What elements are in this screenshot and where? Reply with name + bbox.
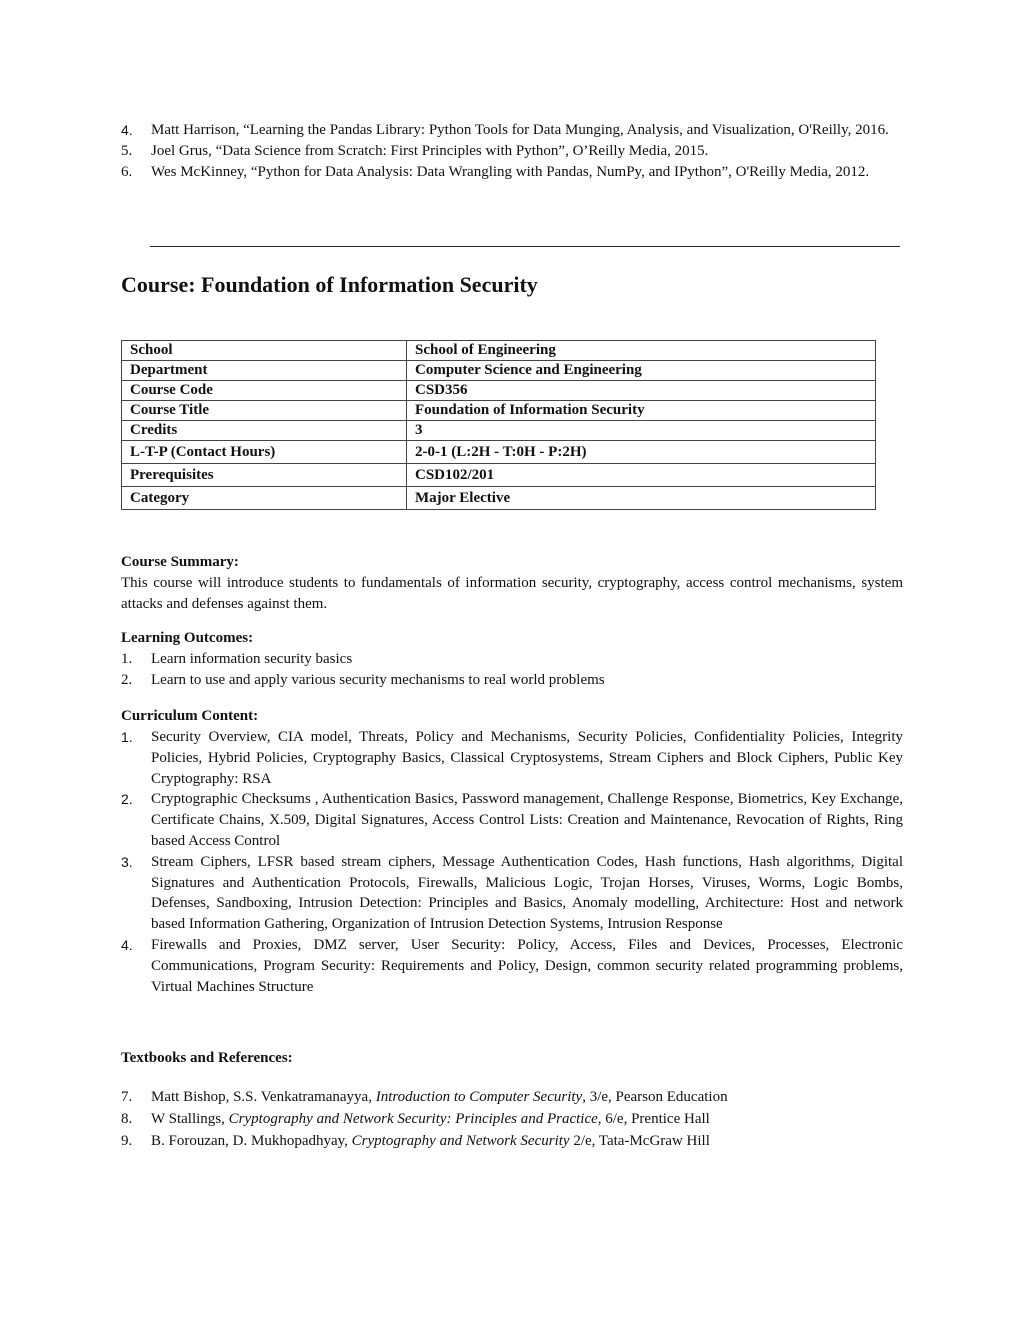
section-heading: Course Summary: [121, 554, 239, 570]
summary-text: This course will introduce students to fundamentals of information security, cryptography, access control mechanisms, system attacks and defenses against them. [121, 575, 903, 612]
list-number: 1. [121, 651, 133, 667]
reference-text: Matt Harrison, “Learning the Pandas Library: Python Tools for Data Munging, Analysis, and Visualization, O'Reilly, 2016. [151, 122, 889, 138]
list-number: 3. [121, 853, 133, 870]
list-item [121, 649, 903, 670]
list-item [121, 120, 903, 141]
horizontal-divider [150, 246, 900, 247]
table-key-cell: Category [122, 487, 407, 510]
list-item [121, 1108, 903, 1130]
previous-references-list [121, 120, 903, 183]
table-row [122, 487, 876, 510]
list-number: 4. [121, 122, 133, 138]
list-item [121, 852, 903, 935]
reference-authors: Matt Bishop, S.S. Venkatramanayya, [151, 1089, 376, 1105]
table-row [122, 401, 876, 421]
list-item [121, 1086, 903, 1108]
section-heading: Learning Outcomes: [121, 630, 254, 646]
list-item [121, 727, 903, 789]
table-value-cell: School of Engineering [407, 341, 876, 361]
table-key-cell: Course Title [122, 401, 407, 421]
list-item [121, 670, 903, 691]
list-number: 2. [121, 791, 133, 808]
table-key-cell: Prerequisites [122, 464, 407, 487]
reference-edition: 2/e, Tata-McGraw Hill [569, 1133, 710, 1149]
table-row [122, 381, 876, 401]
table-key-cell: Credits [122, 421, 407, 441]
table-value-cell: 3 [407, 421, 876, 441]
list-item [121, 935, 903, 997]
list-item [121, 141, 903, 162]
section-heading: Textbooks and References: [121, 1050, 293, 1066]
table-row [122, 361, 876, 381]
course-info-table [121, 340, 876, 510]
reference-edition: , 6/e, Prentice Hall [597, 1111, 710, 1127]
list-number: 4. [121, 936, 133, 953]
table-value-cell: 2-0-1 (L:2H - T:0H - P:2H) [407, 441, 876, 464]
reference-title: Cryptography and Network Security: Principles and Practice [228, 1111, 598, 1127]
reference-authors: W Stallings, [151, 1111, 229, 1127]
table-row [122, 341, 876, 361]
list-item [121, 789, 903, 851]
table-row [122, 464, 876, 487]
list-number: 6. [121, 164, 133, 180]
reference-text: Joel Grus, “Data Science from Scratch: First Principles with Python”, O’Reilly Media, 2015. [151, 143, 709, 159]
table-value-cell: CSD356 [407, 381, 876, 401]
table-value-cell: CSD102/201 [407, 464, 876, 487]
table-value-cell: Major Elective [407, 487, 876, 510]
table-key-cell: Department [122, 361, 407, 381]
curriculum-text: Stream Ciphers, LFSR based stream ciphers, Message Authentication Codes, Hash functions, Hash algorithms, Digital Signatures and Authentication Protocols, Firewalls, Malicious Logic, Trojan Horses, Viruses, Worms, Logic Bombs, Defenses, Sandboxing, Intrusion Detection: Principles and Basics, Anomaly modelling, Architecture: Host and network based Information Gathering, Organization of Intrusion Detection Systems, Intrusion Response [151, 853, 903, 933]
list-number: 2. [121, 672, 133, 688]
table-row [122, 441, 876, 464]
course-summary-section [121, 552, 903, 615]
outcome-text: Learn information security basics [151, 651, 353, 667]
table-value-cell: Computer Science and Engineering [407, 361, 876, 381]
textbooks-section [121, 1048, 903, 1152]
curriculum-text: Firewalls and Proxies, DMZ server, User Security: Policy, Access, Files and Devices, Processes, Electronic Communications, Program Security: Requirements and Policy, Design, common security related programming problems, Virtual Machines Structure [151, 936, 903, 995]
list-number: 5. [121, 143, 133, 159]
table-row [122, 421, 876, 441]
curriculum-text: Cryptographic Checksums , Authentication Basics, Password management, Challenge Response, Biometrics, Key Exchange, Certificate Chains, X.509, Digital Signatures, Access Control Lists: Creation and Maintenance, Revocation of Rights, Ring based Access Control [151, 791, 903, 849]
reference-title: Introduction to Computer Security [375, 1089, 583, 1105]
list-item [121, 1130, 903, 1152]
list-number: 8. [121, 1111, 133, 1127]
reference-text: Wes McKinney, “Python for Data Analysis: Data Wrangling with Pandas, NumPy, and IPython”, O'Reilly Media, 2012. [151, 164, 870, 180]
learning-outcomes-section [121, 628, 903, 691]
list-number: 7. [121, 1089, 133, 1105]
reference-edition: , 3/e, Pearson Education [582, 1089, 728, 1105]
list-number: 1. [121, 729, 133, 745]
table-key-cell: L-T-P (Contact Hours) [122, 441, 407, 464]
list-number: 9. [121, 1133, 133, 1149]
table-key-cell: School [122, 341, 407, 361]
course-title-heading: Course: Foundation of Information Security [121, 272, 538, 297]
curriculum-content-section [121, 706, 903, 997]
table-key-cell: Course Code [122, 381, 407, 401]
table-value-cell: Foundation of Information Security [407, 401, 876, 421]
outcome-text: Learn to use and apply various security mechanisms to real world problems [151, 672, 605, 688]
reference-authors: B. Forouzan, D. Mukhopadhyay, [151, 1133, 352, 1149]
reference-title: Cryptography and Network Security [351, 1133, 570, 1149]
curriculum-text: Security Overview, CIA model, Threats, Policy and Mechanisms, Security Policies, Confidentiality Policies, Integrity Policies, Hybrid Policies, Cryptography Basics, Classical Cryptosystems, Stream Ciphers and Block Ciphers, Public Key Cryptography: RSA [151, 729, 903, 787]
list-item [121, 162, 903, 183]
section-heading: Curriculum Content: [121, 708, 259, 724]
